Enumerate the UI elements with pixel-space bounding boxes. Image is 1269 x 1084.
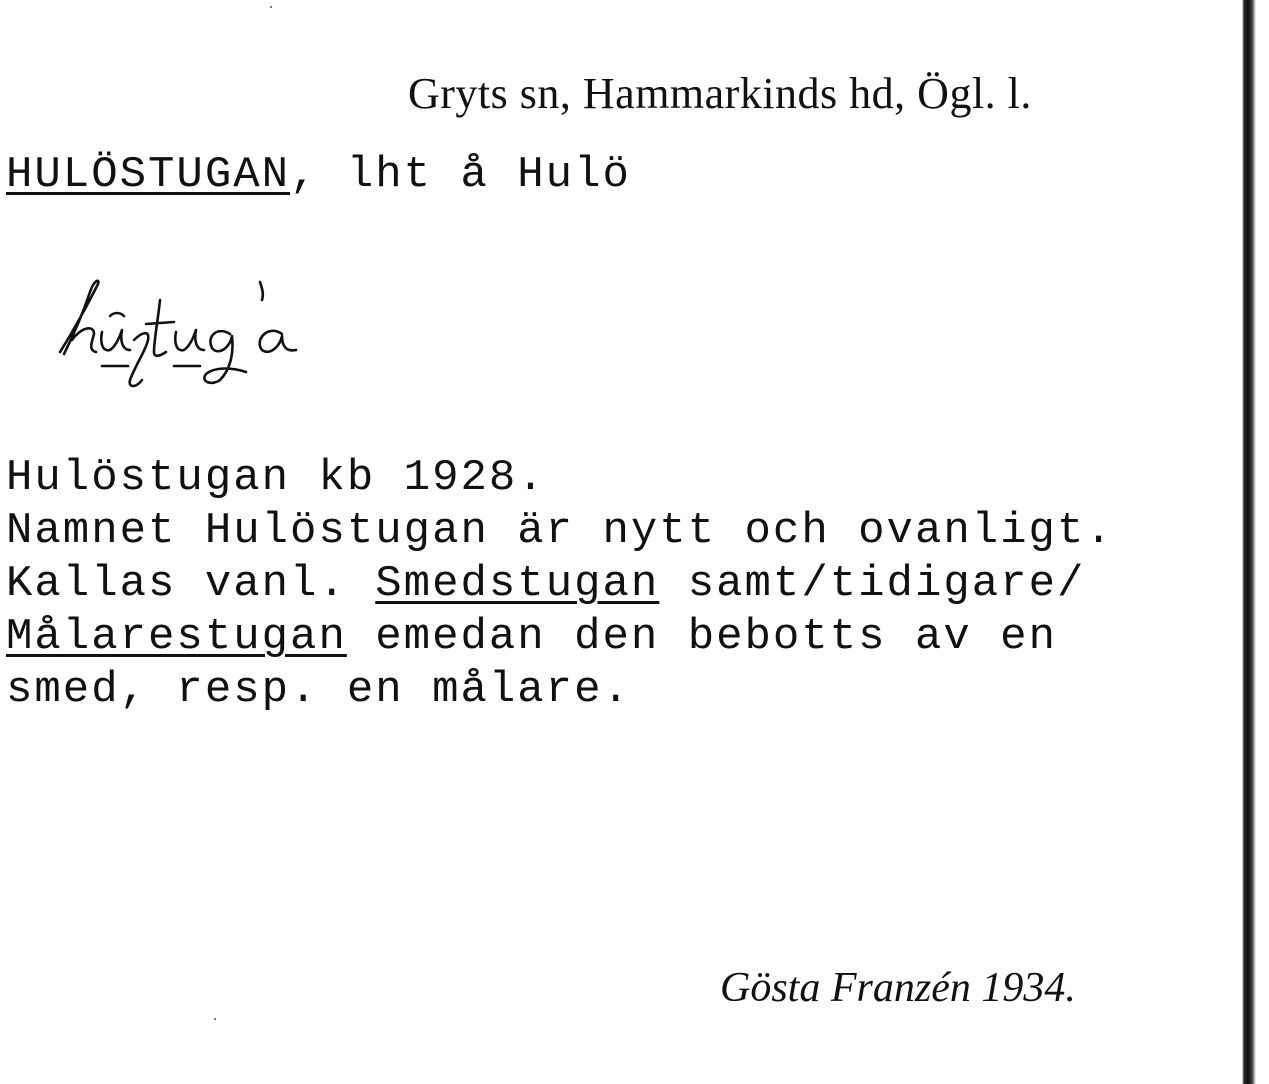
alt-name-malarestugan: Målarestugan: [6, 612, 347, 662]
body-line-1: Hulöstugan kb 1928.: [6, 453, 546, 503]
place-reference: Gryts sn, Hammarkinds hd, Ögl. l.: [408, 69, 1032, 118]
headword: HULÖSTUGAN: [6, 150, 291, 200]
body-line-4-post: emedan den bebotts av en: [346, 612, 1057, 662]
body-line-4: [6, 611, 1114, 664]
alt-name-smedstugan: Smedstugan: [375, 559, 660, 609]
headword-suffix: , lht å Hulö: [290, 150, 631, 200]
body-line-2: Namnet Hulöstugan är nytt och ovanligt.: [6, 506, 1114, 556]
signature: Gösta Franzén 1934.: [720, 965, 1076, 1011]
card-edge-border: [1242, 0, 1256, 1084]
body-line-3-pre: Kallas vanl.: [6, 559, 376, 609]
handwritten-pronunciation: [50, 270, 410, 400]
headword-line: [6, 150, 631, 200]
paper-speck: [270, 6, 272, 8]
body-line-5: smed, resp. en målare.: [6, 665, 631, 715]
paper-speck: [214, 1018, 216, 1020]
body-line-3-post: samt/tidigare/: [659, 559, 1086, 609]
body-line-3: [6, 558, 1114, 611]
card-body-text: [6, 452, 1114, 717]
